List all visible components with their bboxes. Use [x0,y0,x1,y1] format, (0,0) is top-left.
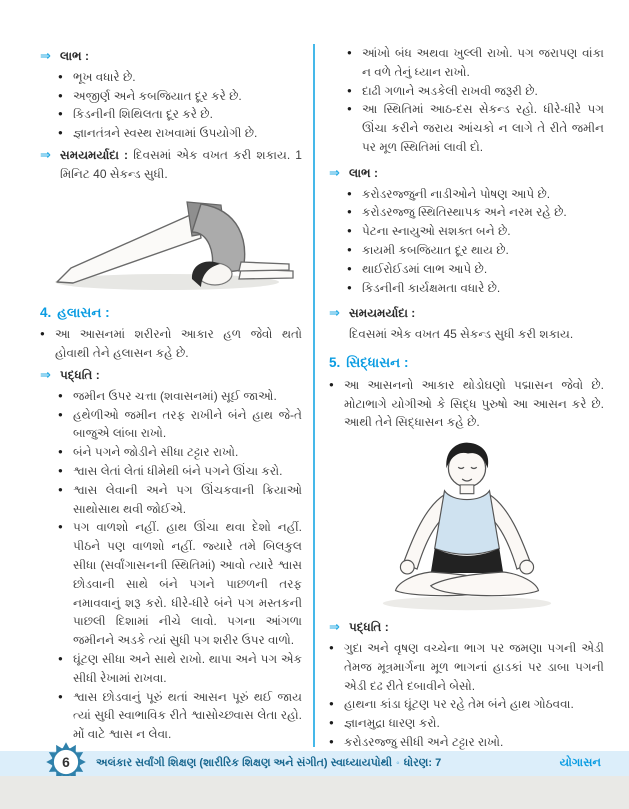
list-item [347,241,604,260]
bullet-icon: ● [58,128,63,138]
list-item [58,68,302,87]
siddhasana-illustration [329,438,604,614]
halasana-drawing [45,190,297,294]
method-step: પગ વાળશો નહીં. હાથ ઊંચા થવા દેશો નહીં. પીઠને પણ વાળશો નહીં. જ્યારે તમે બિલકુલ સીધા (સર્વાંગાસનની સ્થિતિમાં) આવો ત્યારે શ્વાસ છોડવાની સાથે બંને પગને પાછળની તરફ નમાવવાનું શરૂ કરો. ધીરે-ધીરે બંને પગ મસ્તકની પાછલી દિશામાં નીચે લાવો. પગના આંગળા જમીનને અડકે ત્યાં સુધી પગ શરીર ઉપર વાળો. [73,520,302,648]
bullet-icon: ● [347,48,352,57]
bullet-icon: ● [347,244,352,254]
column-divider [313,44,315,747]
bullet-icon: ● [58,484,63,494]
bullet-icon: ● [58,653,63,663]
bullet-icon: ● [58,390,63,400]
bullet-icon: ● [58,90,63,100]
list-item [347,279,604,298]
time-limit-text: દિવસમાં એક વખત કરી શકાય. 1 મિનિટ 40 સેકન્ડ સુધી. [60,147,302,181]
bullet-icon: ● [347,207,352,217]
separator-dot-icon: ◦ [396,758,400,769]
benefits-section-left [40,47,302,66]
benefits-section-right [329,164,604,183]
section-number: 4. [40,304,52,320]
time-limit-section-left [40,146,302,184]
bullet-icon: ● [329,699,334,709]
bullet-icon: ● [347,104,352,114]
benefit-text: કાયમી કબજિયાત દૂર થાય છે. [362,242,509,257]
benefit-text: કિડનીની શિથિલતા દૂર કરે છે. [73,107,213,122]
list-item [347,203,604,222]
list-item [58,650,302,688]
list-item [58,518,302,650]
method-label: પદ્ધતિ : [349,620,389,635]
bullet-icon: ● [329,736,334,746]
page-number: 6 [62,754,70,770]
method-step: કરોડરજ્જુ સીધી અને ટટ્ટાર રાખો. [344,734,504,749]
list-item [58,87,302,106]
method-step: આ સ્થિતિમાં આઠ-દસ સેકન્ડ રહો. ધીરે-ધીરે પગ ઊંચા કરીને જરાય આંચકો ન લાગે તે રીતે જમીન પર મૂળ સ્થિતિમાં લાવી દો. [362,102,604,154]
bullet-icon: ● [329,642,334,652]
list-item [58,462,302,481]
arrow-icon: ⇒ [40,146,51,162]
list-item [347,185,604,204]
bullet-icon: ● [58,109,63,119]
method-step: આંખો બંધ અથવા ખુલ્લી રાખો. પગ જરાપણ વાંકા ન વળે તેનું ધ્યાન રાખો. [362,46,604,79]
standard-label: ધોરણ: 7 [403,757,442,769]
method-step: જ્ઞાનમુદ્રા ધારણ કરો. [344,716,440,731]
list-item [329,639,604,695]
list-item [347,44,604,82]
intro-text: આ આસનનો આકાર થોડોઘણો પદ્માસન જેવો છે. મોટાભાગે યોગીઓ કે સિદ્ધ પુરુષો આ આસન કરે છે. આથી તેને સિદ્ધાસન કહે છે. [344,377,604,430]
footer-chapter-title: યોગાસન [559,757,601,769]
section-heading-siddhasana [329,354,604,373]
bullet-icon: ● [347,263,352,273]
bullet-icon: ● [347,282,352,292]
time-limit-label: સમયમર્યાદા : [60,147,129,162]
section-title: હલાસન : [57,304,110,320]
right-column [329,44,604,752]
method-label: પદ્ધતિ : [60,367,100,382]
list-item [58,443,302,462]
list-item [58,406,302,444]
arrow-icon: ⇒ [329,305,340,321]
method-step: હથેળીઓ જમીન તરફ રાખીને બંને હાથ જે-તે બાજુએ લાંબા રાખો. [73,407,302,441]
benefits-label: લાભ : [349,165,378,180]
list-item [329,733,604,752]
method-step: ઘૂંટણ સીધા અને સાથે રાખો. થાપા અને પગ એક સીધી રેખામાં રાખવા. [73,651,302,685]
method-step: દાઢી ગળાને અડકેલી રાખવી જરૂરી છે. [362,83,538,98]
method-step: શ્વાસ લેતાં લેતાં ધીમેથી બંને પગને ઊંચા કરો. [73,463,283,478]
bullet-icon: ● [58,447,63,457]
arrow-icon: ⇒ [40,48,51,63]
benefit-text: ભૂખ વધારે છે. [73,69,136,84]
benefit-text: કરોડરજ્જુ સ્થિતિસ્થાપક અને નરમ રહે છે. [362,205,567,220]
list-item [58,688,302,744]
list-item [329,714,604,733]
list-item [58,481,302,519]
intro-text: આ આસનમાં શરીરનો આકાર હળ જેવો થતો હોવાથી તેને હલાસન કહે છે. [55,327,302,361]
footer-book-title [96,751,441,776]
list-item [329,695,604,714]
bullet-icon: ● [329,379,334,389]
bullet-icon: ● [58,71,63,81]
section-intro [40,325,302,363]
bullet-icon: ● [347,85,352,95]
arrow-icon: ⇒ [40,366,51,382]
arrow-icon: ⇒ [329,619,340,635]
page-bottom-edge [0,776,629,809]
list-item [58,124,302,143]
section-title: સિદ્ધાસન : [346,354,409,370]
method-step: હાથના કાંડા ઘૂંટણ પર રહે તેમ બંને હાથ ગોઠવવા. [344,697,574,712]
benefit-text: જ્ઞાનતંત્રને સ્વસ્થ રાખવામાં ઉપયોગી છે. [73,126,258,141]
method-section-left [40,366,302,385]
book-title-text: અલંકાર સર્વાંગી શિક્ષણ (શારીરિક શિક્ષણ અને સંગીત) સ્વાધ્યાયપોથી [96,757,393,769]
method-step: જમીન ઉપર ચત્તા (શવાસનમાં) સૂઈ જાઓ. [73,388,277,403]
benefit-text: થાઈરોઈડમાં લાભ આપે છે. [362,261,488,276]
method-section-right [329,618,604,637]
benefit-text: અજીર્ણ અને કબજિયાત દૂર કરે છે. [73,88,242,103]
benefits-label: લાભ : [60,49,89,63]
method-step: બંને પગને જોડીને સીધા ટટ્ટાર રાખો. [73,445,239,460]
time-limit-text: દિવસમાં એક વખત 45 સેકન્ડ સુધી કરી શકાય. [349,327,574,342]
list-item [347,82,604,101]
bullet-icon: ● [329,718,334,728]
list-item [347,100,604,156]
siddhasana-drawing [374,438,560,614]
left-column [40,44,302,744]
time-limit-section-right [329,304,604,323]
method-step: શ્વાસ છોડવાનું પૂરું થતાં આસન પૂરું થઈ જાય ત્યાં સુધી સ્વાભાવિક રીતે શ્વાસોચ્છ્વાસ લેતા રહો. મોં વાટે શ્વાસ ન લેવા. [73,689,302,742]
list-item [58,105,302,124]
time-limit-label: સમયમર્યાદા : [349,306,416,321]
bullet-icon: ● [347,226,352,236]
bullet-icon: ● [347,188,352,198]
bullet-icon: ● [58,522,63,532]
benefit-text: કિડનીની કાર્યક્ષમતા વધારે છે. [362,280,501,295]
list-item [347,222,604,241]
bullet-icon: ● [58,409,63,419]
list-item [347,260,604,279]
bullet-icon: ● [58,465,63,475]
section-heading-halasana [40,304,302,323]
section-intro [329,376,604,432]
bullet-icon: ● [58,691,63,701]
arrow-icon: ⇒ [329,164,340,180]
method-step: ગુદા અને વૃષણ વચ્ચેના ભાગ પર જમણા પગની એડી તેમજ મૂત્રમાર્ગના મૂળ ભાગનાં હાડકાં પર ડાબા પગની એડી દઢ રીતે દબાવીને બેસો. [344,640,604,693]
benefit-text: કરોડરજ્જુની નાડીઓને પોષણ આપે છે. [362,186,551,201]
benefit-text: પેટના સ્નાયુઓ સશક્ત બને છે. [362,224,511,239]
halasana-illustration [40,190,302,294]
list-item [58,387,302,406]
section-number: 5. [329,354,341,370]
bullet-icon: ● [40,329,45,339]
method-step: શ્વાસ લેવાની અને પગ ઊંચકવાની ક્રિયાઓ સાથોસાથ થવી જોઈએ. [73,482,302,516]
